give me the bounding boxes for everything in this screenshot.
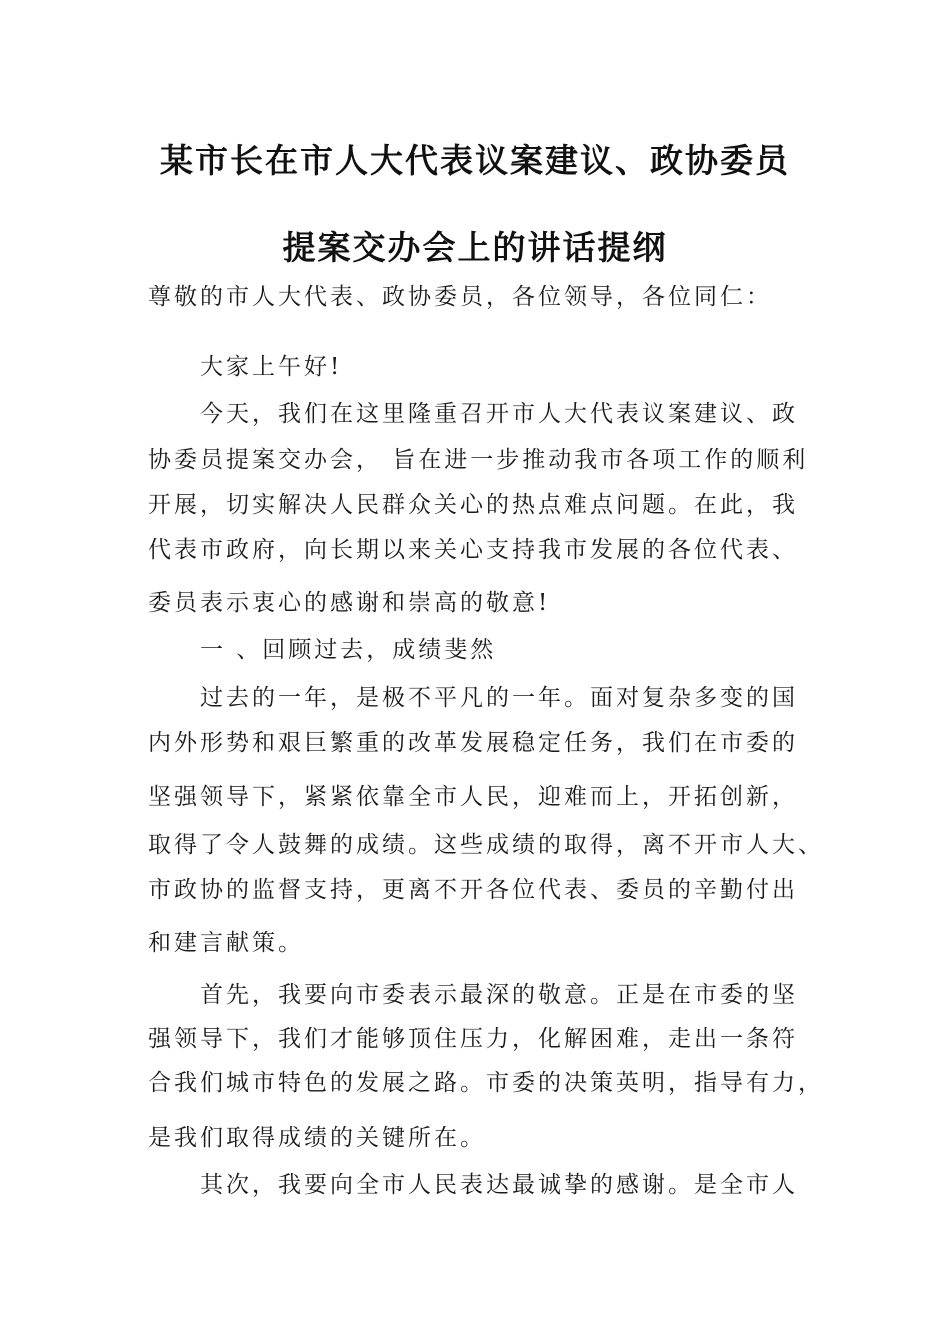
section-heading: 一 、回顾过去，成绩斐然 (200, 637, 497, 663)
body-line: 其次，我要向全市人民表达最诚挚的感谢。是全市人 (200, 1172, 798, 1198)
body-line: 过去的一年，是极不平凡的一年。面对复杂多变的国 (200, 685, 798, 711)
body-line: 市政协的监督支持，更离不开各位代表、委员的辛勤付出 (148, 877, 798, 903)
body-line: 强领导下，我们才能够顶住压力，化解困难，走出一条符 (148, 1026, 798, 1052)
body-line: 是我们取得成绩的关键所在。 (148, 1125, 486, 1151)
body-line: 首先，我要向市委表示最深的敬意。正是在市委的坚 (200, 982, 798, 1008)
body-line: 协委员提案交办会， 旨在进一步推动我市各项工作的顺利 (148, 447, 809, 473)
body-line: 和建言献策。 (148, 930, 304, 956)
body-line: 坚强领导下，紧紧依靠全市人民，迎难而上，开拓创新， (148, 784, 798, 810)
body-line: 委员表示衷心的感谢和崇高的敬意! (148, 590, 551, 616)
body-line: 取得了令人鼓舞的成绩。这些成绩的取得，离不开市人大、 (148, 832, 824, 858)
body-line: 合我们城市特色的发展之路。市委的决策英明，指导有力， (148, 1070, 824, 1096)
body-line: 代表市政府，向长期以来关心支持我市发展的各位代表、 (148, 537, 798, 563)
document-title-line-2: 提案交办会上的讲话提纲 (282, 228, 668, 267)
document-title-line-1: 某市长在市人大代表议案建议、政协委员 (160, 141, 790, 180)
greeting-line: 大家上午好! (200, 354, 343, 380)
salutation-line: 尊敬的市人大代表、政协委员，各位领导，各位同仁： (148, 284, 772, 310)
body-line: 内外形势和艰巨繁重的改革发展稳定任务，我们在市委的 (148, 730, 798, 756)
body-line: 开展，切实解决人民群众关心的热点难点问题。在此，我 (148, 492, 798, 518)
body-line: 今天，我们在这里隆重召开市人大代表议案建议、政 (200, 401, 798, 427)
